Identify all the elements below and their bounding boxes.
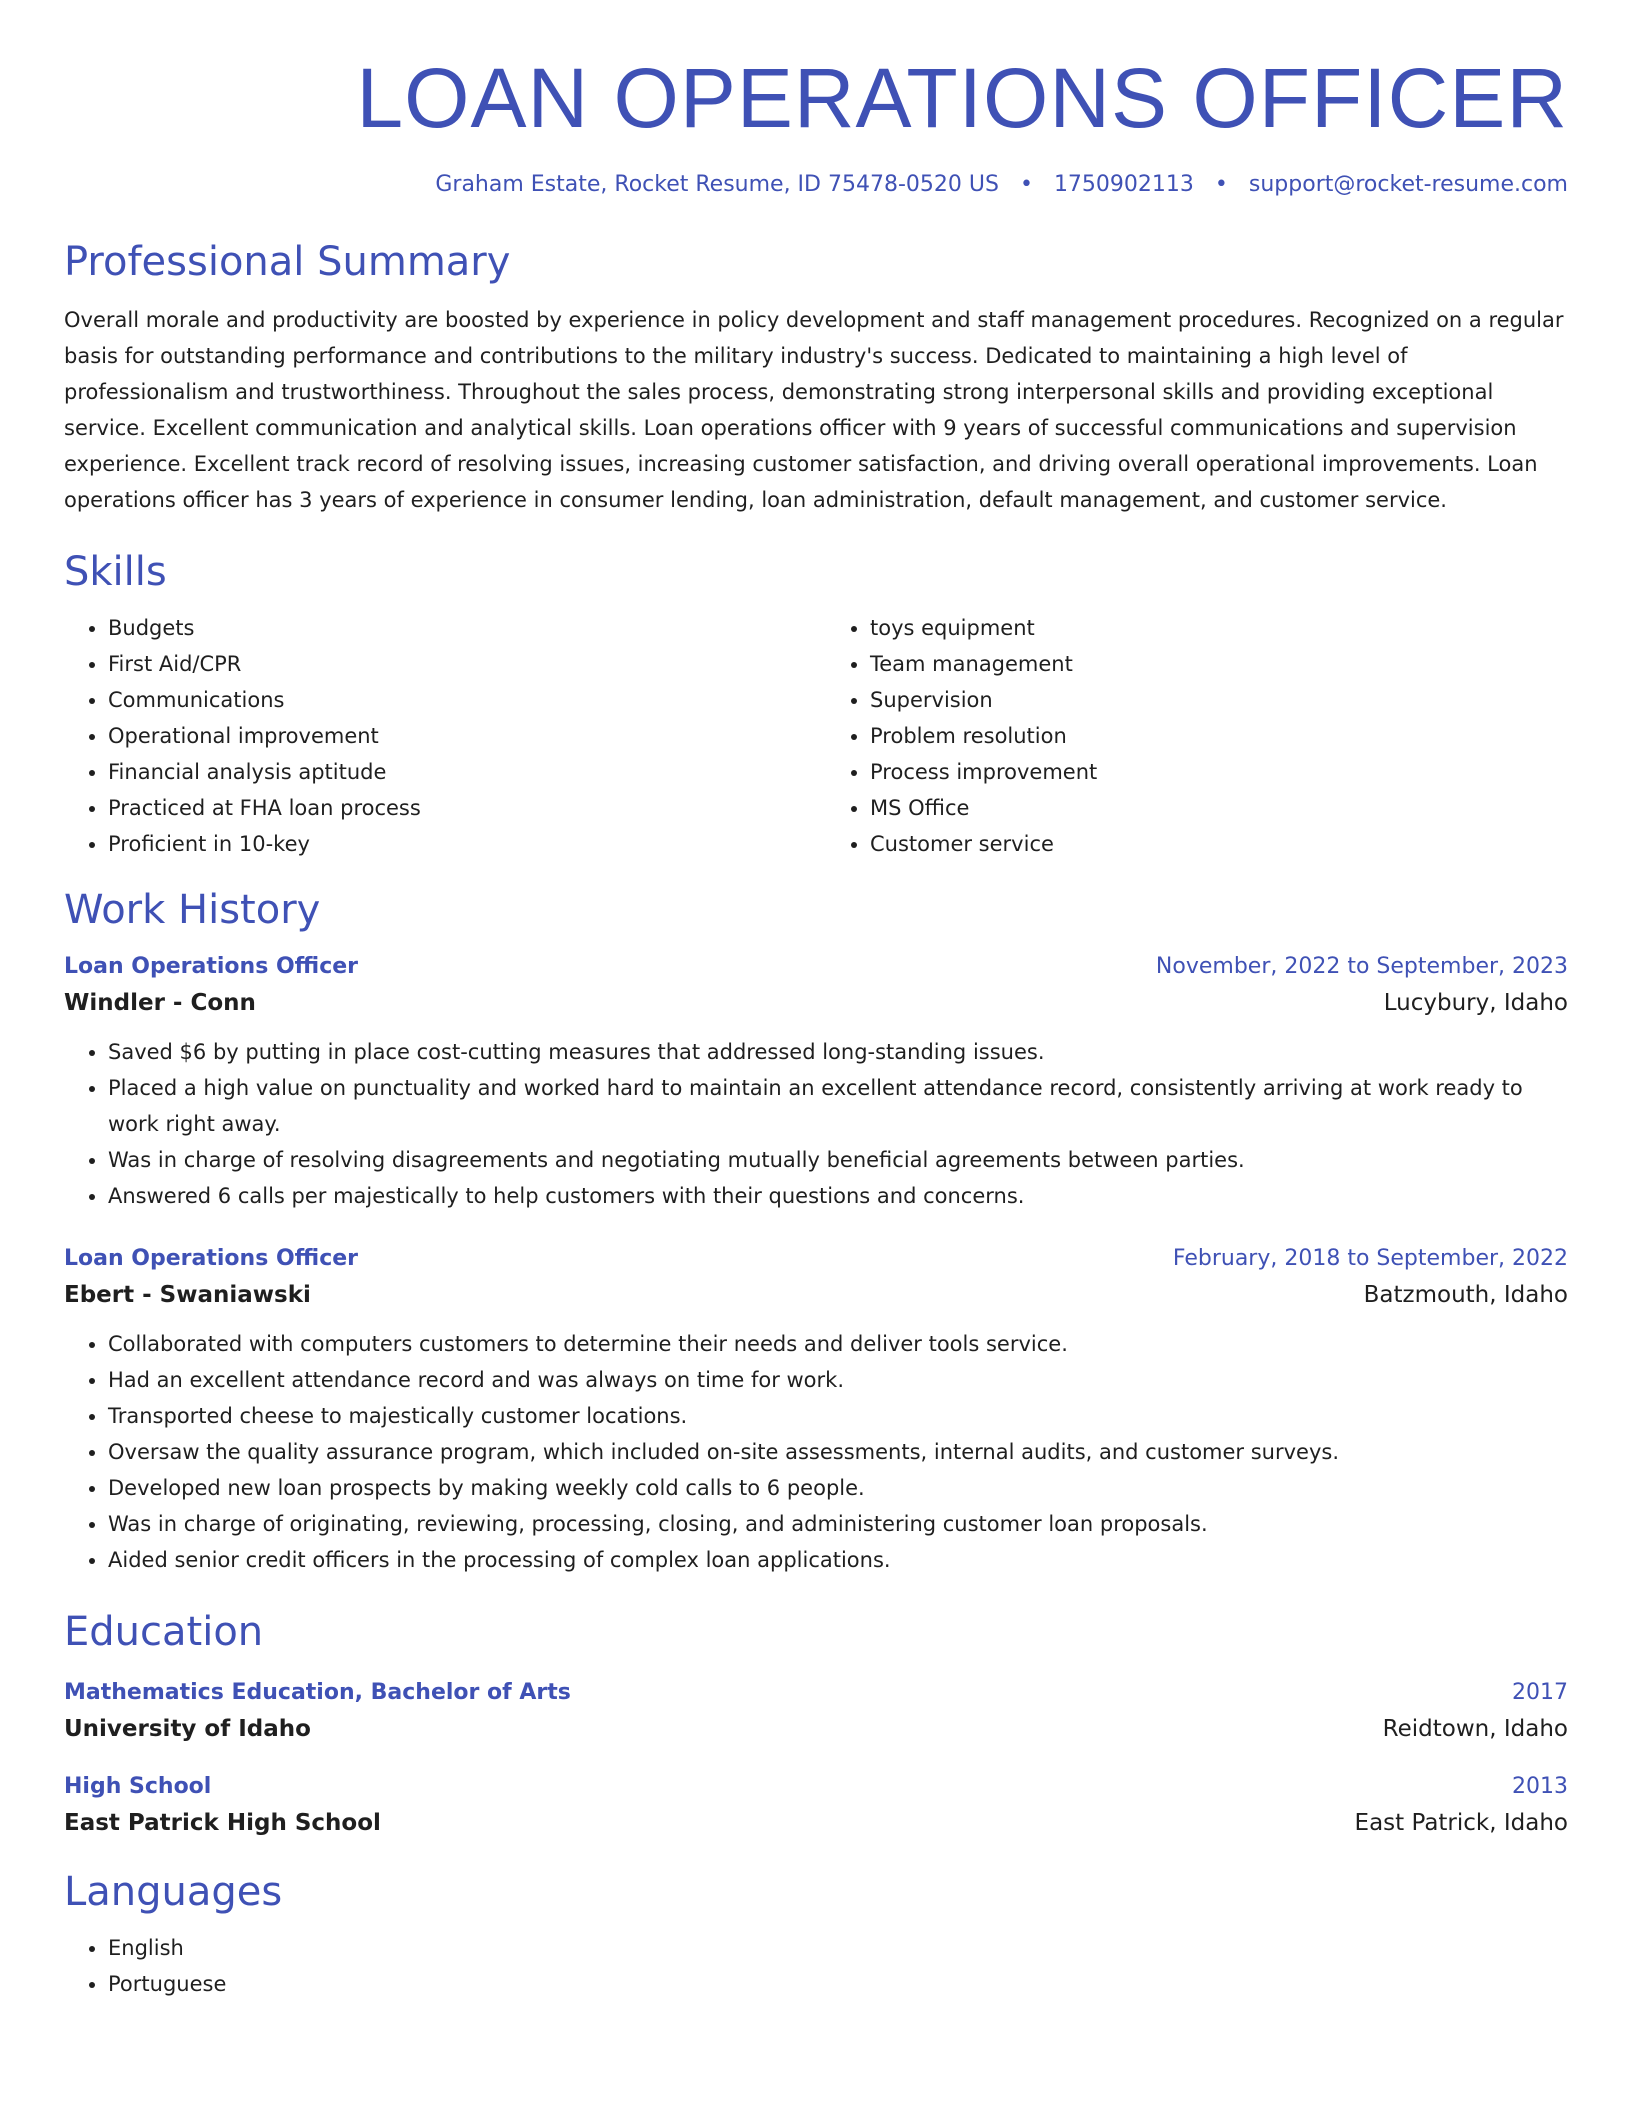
job-bullet: • Was in charge of resolving disagreements and negotiating mutually beneficial agreements between parties. — [108, 1142, 1568, 1178]
skill-item: • Team management — [870, 646, 1568, 682]
degree-name: Mathematics Education, Bachelor of Arts — [64, 1680, 571, 1705]
job-dates: November, 2022 to September, 2023 — [1155, 954, 1568, 979]
job-bullets — [64, 1034, 1568, 1214]
summary-text: Overall morale and productivity are boosted by experience in policy development and staff management procedures. Recognized on a regular basis for outstanding performance and contributions to the military industry's success. Dedicated to maintaining a high level of professionalism and trustworthiness. Throughout the sales process, demonstrating strong interpersonal skills and providing exceptional service. Excellent communication and analytical skills. Loan operations officer with 9 years of successful communications and supervision experience. Excellent track record of resolving issues, increasing customer satisfaction, and driving overall operational improvements. Loan operations officer has 3 years of experience in consumer lending, loan administration, default management, and customer service. — [64, 308, 1564, 512]
skill-item: • MS Office — [870, 790, 1568, 826]
job-location: Lucybury, Idaho — [1383, 990, 1568, 1016]
job-title: Loan Operations Officer — [64, 954, 359, 979]
job-title: Loan Operations Officer — [64, 1246, 359, 1271]
skills-title: Skills — [64, 549, 167, 595]
contact-address: Graham Estate, Rocket Resume, ID 75478-0520 US — [435, 172, 999, 197]
job-location: Batzmouth, Idaho — [1363, 1282, 1568, 1308]
job-bullet: • Developed new loan prospects by making weekly cold calls to 6 people. — [108, 1470, 1568, 1506]
skill-item: • toys equipment — [870, 610, 1568, 646]
job-bullet: • Saved $6 by putting in place cost-cutting measures that addressed long-standing issues. — [108, 1034, 1568, 1070]
job-bullet: • Oversaw the quality assurance program, which included on-site assessments, internal audits, and customer surveys. — [108, 1434, 1568, 1470]
graduation-year: 2017 — [1512, 1680, 1568, 1705]
skill-item: • Financial analysis aptitude — [108, 754, 806, 790]
skills-list-right — [826, 610, 1568, 862]
job-bullet: • Aided senior credit officers in the processing of complex loan applications. — [108, 1542, 1568, 1578]
language-item: • English — [108, 1930, 1568, 1966]
work-entry-header — [64, 1242, 1568, 1276]
skill-item: • Budgets — [108, 610, 806, 646]
education-title: Education — [64, 1609, 264, 1655]
job-bullet: • Answered 6 calls per majestically to help customers with their questions and concerns. — [108, 1178, 1568, 1214]
contact-separator: • — [1019, 172, 1033, 197]
education-entry-subheader — [64, 1710, 1568, 1748]
degree-name: High School — [64, 1774, 212, 1799]
job-bullets — [64, 1326, 1568, 1578]
contact-phone: 1750902113 — [1053, 172, 1194, 197]
school-name: University of Idaho — [64, 1716, 311, 1742]
work-history-title: Work History — [64, 887, 321, 933]
company-name: Ebert - Swaniawski — [64, 1282, 311, 1308]
skill-item: • Supervision — [870, 682, 1568, 718]
education-entry — [64, 1676, 1568, 1748]
work-entry — [64, 950, 1568, 1214]
summary-title: Professional Summary — [64, 239, 511, 285]
job-bullet: • Transported cheese to majestically customer locations. — [108, 1398, 1568, 1434]
work-entry-subheader — [64, 1276, 1568, 1314]
school-name: East Patrick High School — [64, 1810, 381, 1836]
graduation-year: 2013 — [1512, 1774, 1568, 1799]
job-bullet: • Had an excellent attendance record and was always on time for work. — [108, 1362, 1568, 1398]
language-item: • Portuguese — [108, 1966, 1568, 2002]
work-entry-subheader — [64, 984, 1568, 1022]
school-location: East Patrick, Idaho — [1354, 1810, 1568, 1836]
school-location: Reidtown, Idaho — [1382, 1716, 1568, 1742]
education-entry-subheader — [64, 1804, 1568, 1842]
skill-item: • Process improvement — [870, 754, 1568, 790]
skill-item: • Operational improvement — [108, 718, 806, 754]
company-name: Windler - Conn — [64, 990, 256, 1016]
skill-item: • Practiced at FHA loan process — [108, 790, 806, 826]
work-entry-header — [64, 950, 1568, 984]
job-bullet: • Was in charge of originating, reviewing, processing, closing, and administering customer loan proposals. — [108, 1506, 1568, 1542]
education-entry-header — [64, 1676, 1568, 1710]
contact-separator: • — [1214, 172, 1228, 197]
education-entry-header — [64, 1770, 1568, 1804]
job-bullet: • Placed a high value on punctuality and worked hard to maintain an excellent attendance record, consistently arriving at work ready to work right away. — [108, 1070, 1568, 1142]
skill-item: • Proficient in 10-key — [108, 826, 806, 862]
resume-name-heading: LOAN OPERATIONS OFFICER — [356, 51, 1568, 145]
skills-columns — [64, 610, 1568, 862]
work-entry — [64, 1242, 1568, 1578]
job-dates: February, 2018 to September, 2022 — [1172, 1246, 1568, 1271]
skill-item: • Customer service — [870, 826, 1568, 862]
skills-list-left — [64, 610, 806, 862]
skill-item: • Problem resolution — [870, 718, 1568, 754]
resume-page — [64, 50, 1568, 2002]
skill-item: • First Aid/CPR — [108, 646, 806, 682]
contact-email: support@rocket-resume.com — [1248, 172, 1568, 197]
languages-list — [64, 1930, 1568, 2002]
contact-line — [64, 170, 1568, 200]
skill-item: • Communications — [108, 682, 806, 718]
education-entry — [64, 1770, 1568, 1842]
languages-title: Languages — [64, 1869, 283, 1915]
job-bullet: • Collaborated with computers customers to determine their needs and deliver tools service. — [108, 1326, 1568, 1362]
